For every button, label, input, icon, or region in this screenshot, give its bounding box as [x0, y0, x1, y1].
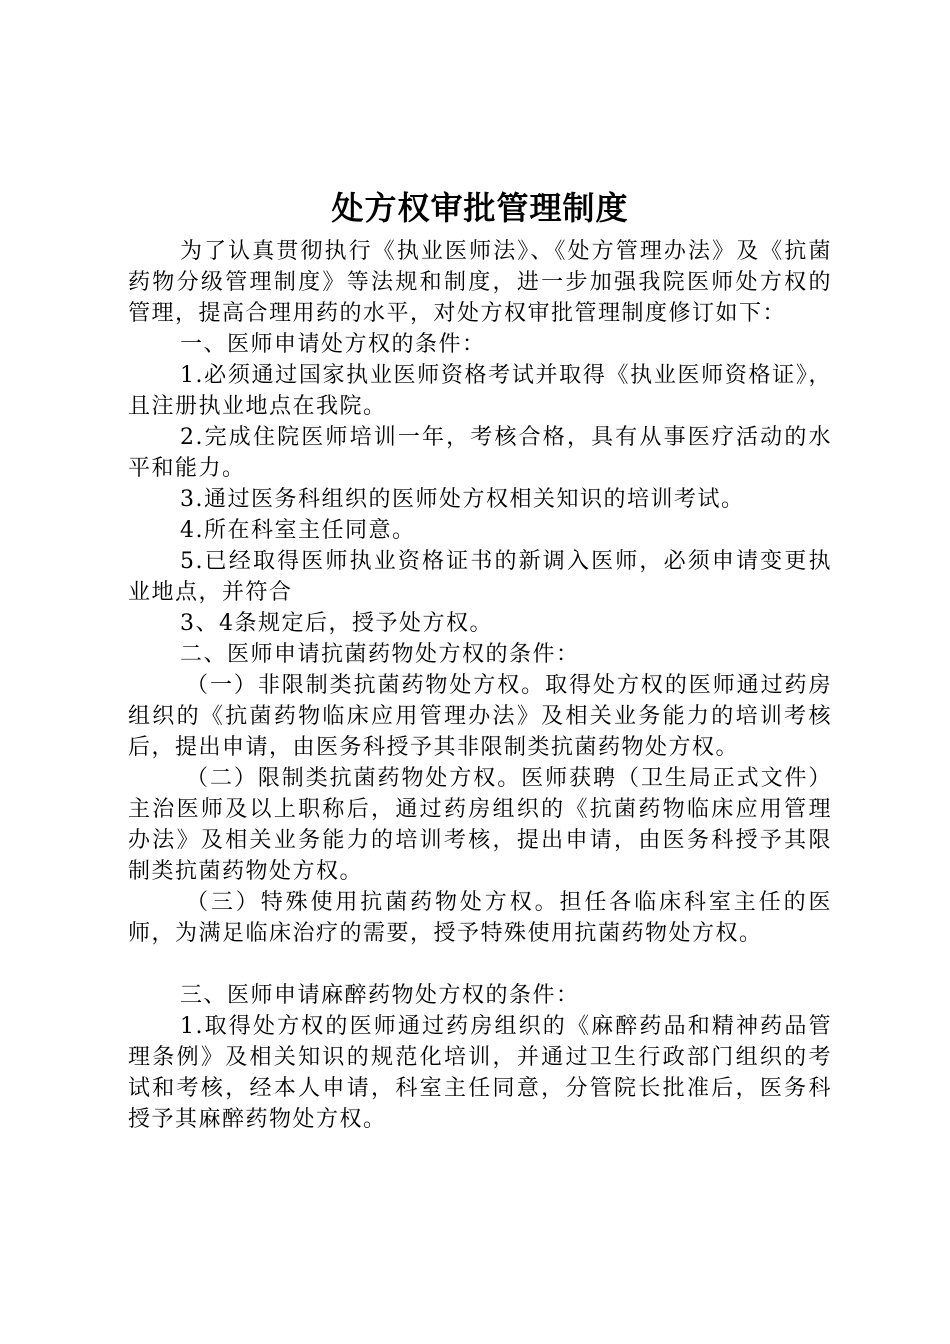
clause-2-3: （三）特殊使用抗菌药物处方权。担任各临床科室主任的医师，为满足临床治疗的需要，授予特殊使用抗菌药物处方权。 [128, 890, 832, 946]
paragraph-gap [128, 949, 832, 980]
section-heading-3: 三、医师申请麻醉药物处方权的条件： [180, 983, 580, 1008]
clause-1-4: 4.所在科室主任同意。 [180, 518, 416, 543]
clause-1-1: 1.必须通过国家执业医师资格考试并取得《执业医师资格证》，且注册执业地点在我院。 [128, 363, 832, 419]
clause-1-5: 5.已经取得医师执业资格证书的新调入医师，必须申请变更执业地点，并符合 [128, 549, 832, 605]
clause-1-3: 3.通过医务科组织的医师处方权相关知识的培训考试。 [180, 487, 745, 512]
clause-2-1: （一）非限制类抗菌药物处方权。取得处方权的医师通过药房组织的《抗菌药物临床应用管理办法》及相关业务能力的培训考核后，提出申请，由医务科授予其非限制类抗菌药物处方权。 [128, 673, 832, 760]
intro-paragraph: 为了认真贯彻执行《执业医师法》、《处方管理办法》及《抗菌药物分级管理制度》等法规和制度，进一步加强我院医师处方权的管理，提高合理用药的水平，对处方权审批管理制度修订如下： [128, 239, 832, 326]
section-heading-2: 二、医师申请抗菌药物处方权的条件： [180, 642, 580, 667]
clause-2-2: （二）限制类抗菌药物处方权。医师获聘（卫生局正式文件）主治医师及以上职称后，通过药房组织的《抗菌药物临床应用管理办法》及相关业务能力的培训考核，提出申请，由医务科授予其限制类抗菌药物处方权。 [128, 766, 832, 884]
clause-1-5-continued: 3、4条规定后，授予处方权。 [180, 611, 493, 636]
clause-1-2: 2.完成住院医师培训一年，考核合格，具有从事医疗活动的水平和能力。 [128, 425, 832, 481]
section-heading-1: 一、医师申请处方权的条件： [180, 332, 486, 357]
document-title: 处方权审批管理制度 [331, 189, 629, 227]
document-page [128, 186, 832, 1135]
clause-3-1: 1.取得处方权的医师通过药房组织的《麻醉药品和精神药品管理条例》及相关知识的规范化培训，并通过卫生行政部门组织的考试和考核，经本人申请，科室主任同意，分管院长批准后，医务科授予其麻醉药物处方权。 [128, 1014, 832, 1132]
